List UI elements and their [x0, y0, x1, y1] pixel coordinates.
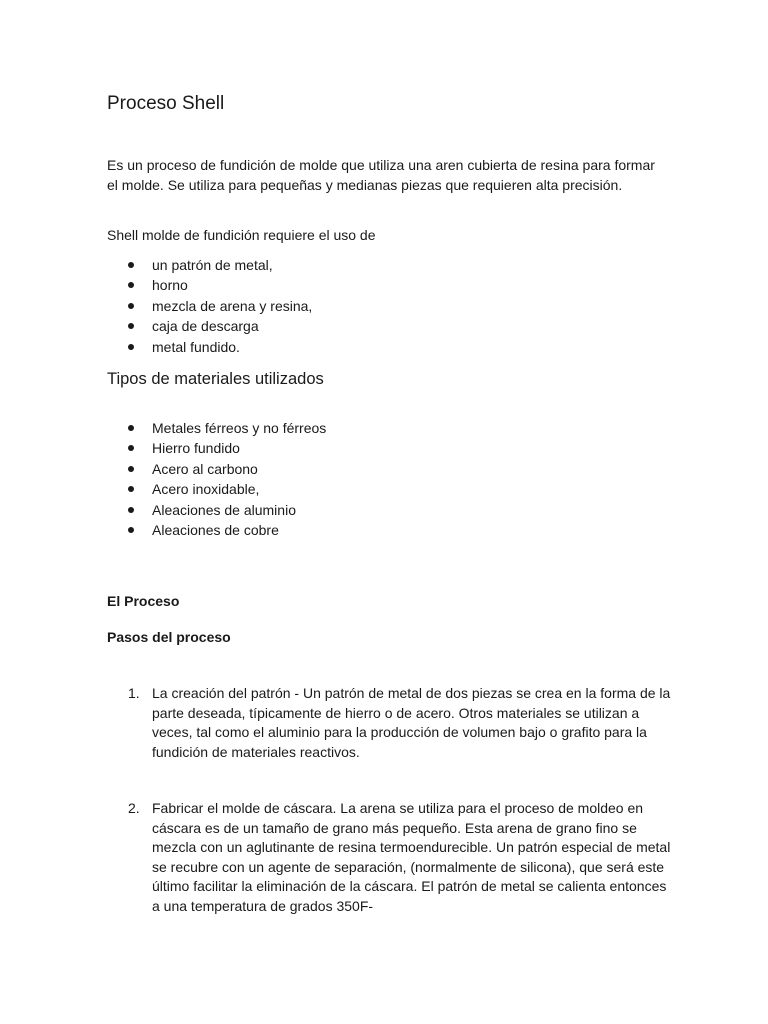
list-item-text: metal fundido.	[152, 338, 240, 355]
bullet-icon	[128, 323, 134, 329]
list-item-text: un patrón de metal,	[152, 257, 273, 273]
intro-paragraph: Es un proceso de fundición de molde que utiliza una aren cubierta de resina para formar el molde. Se utiliza para pequeñas y medianas piezas que requieren alta precisión.	[107, 157, 655, 194]
step-text: La creación del patrón - Un patrón de metal de dos piezas se crea en la forma de la parte deseada, típicamente de hierro o de acero. Otros materiales se utilizan a veces, tal como el aluminio para la producción de volumen bajo o grafito para la fundición de materiales reactivos.	[152, 685, 671, 760]
requirement-paragraph: Shell molde de fundición requiere el uso de	[107, 227, 376, 243]
step-item	[107, 799, 672, 917]
bullet-icon	[128, 344, 134, 350]
materials-heading: Tipos de materiales utilizados	[107, 370, 324, 388]
list-item-text: Aleaciones de aluminio	[152, 501, 296, 518]
steps-list	[107, 684, 672, 762]
step-text: Fabricar el molde de cáscara. La arena se utiliza para el proceso de moldeo en cáscara es de un tamaño de grano más pequeño. Esta arena de grano fino se mezcla con un aglutinante de resina termoendurecible. Un patrón especial de metal se recubre con un agente de separación, (normalmente de silicona), que será este último facilitar la eliminación de la cáscara. El patrón de metal se calienta entonces a una temperatura de grados 350F-	[152, 800, 671, 914]
list-item-text: horno	[152, 277, 188, 294]
list-item	[107, 500, 326, 520]
step-number: 1.	[128, 685, 140, 701]
list-item	[107, 275, 312, 295]
steps-list	[107, 799, 672, 917]
bullet-icon	[128, 466, 134, 472]
bullet-icon	[128, 527, 134, 533]
list-item	[107, 296, 312, 316]
list-item-text: Acero al carbono	[152, 460, 258, 477]
step-item	[107, 684, 672, 762]
step-number: 2.	[128, 800, 140, 816]
list-item-text: caja de descarga	[152, 318, 259, 335]
process-heading: El Proceso	[107, 593, 180, 609]
list-item	[107, 459, 326, 479]
list-item-text: Hierro fundido	[152, 440, 240, 457]
list-item	[107, 316, 312, 336]
list-item	[107, 479, 326, 499]
requirements-list	[107, 255, 312, 357]
list-item	[107, 255, 312, 275]
list-item-text: Acero inoxidable,	[152, 481, 260, 498]
list-item-text: Aleaciones de cobre	[152, 522, 279, 539]
list-item	[107, 418, 326, 438]
list-item-text: Metales férreos y no férreos	[152, 420, 327, 436]
bullet-icon	[128, 262, 134, 268]
bullet-icon	[128, 425, 134, 431]
bullet-icon	[128, 282, 134, 288]
bullet-icon	[128, 486, 134, 492]
bullet-icon	[128, 303, 134, 309]
steps-heading: Pasos del proceso	[107, 629, 231, 645]
list-item	[107, 520, 326, 540]
list-item-text: mezcla de arena y resina,	[152, 297, 313, 314]
bullet-icon	[128, 445, 134, 451]
bullet-icon	[128, 507, 134, 513]
list-item	[107, 438, 326, 458]
materials-list	[107, 418, 326, 540]
list-item	[107, 337, 312, 357]
page-title: Proceso Shell	[107, 93, 225, 114]
